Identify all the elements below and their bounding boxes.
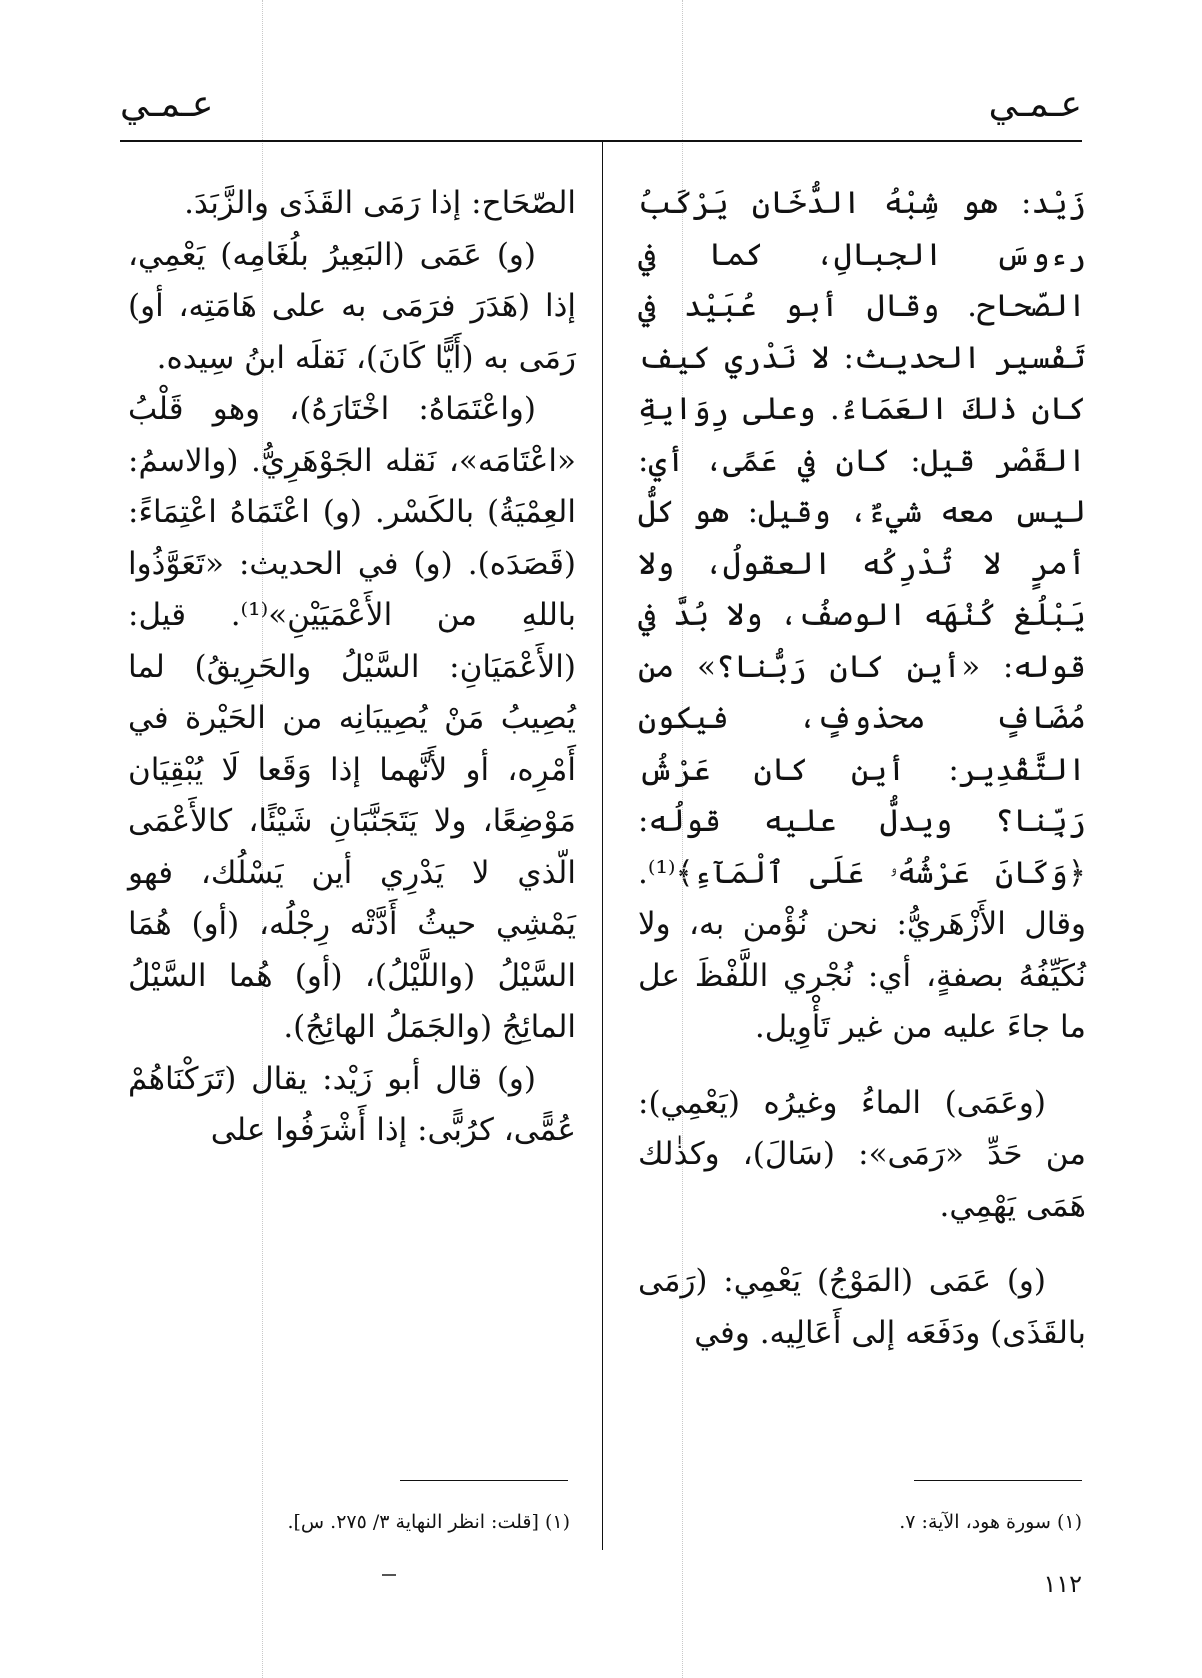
footnote-right: (١) سورة هود، الآية: ٧. <box>899 1511 1082 1533</box>
left-paragraph-4: (و) قال أبو زَيْد: يقال (تَرَكْنَاهُمْ عُمًّى، كرُبًّى: إذا أَشْرَفُوا على <box>128 1060 576 1148</box>
page-number: ١١٢ <box>1043 1570 1082 1598</box>
right-paragraph-3: (و) عَمَى (المَوْجُ) يَعْمِي: (رَمَى بالقَذَى) ودَفَعَه إلى أَعَالِيه. وفي <box>638 1263 1086 1351</box>
footnote-rule-right <box>914 1480 1082 1481</box>
footnote-rule-left <box>400 1480 568 1481</box>
column-divider <box>602 140 603 1550</box>
right-paragraph-1: زَيْد: هو شِبْهُ الدُّخَان يَرْكَبُ رءوسَ الجبالِ، كما في الصّحاح. وقال أبو عُبَيْد في تَفْسير الحديث: لا نَدْري كيف كان ذٰلكَ العَمَاءُ. وعلى رِوَايةِ القَصْر قيل: كان في عَمًى، أي: ليس معه شيءٌ، وقيل: هو كلُّ أمرٍ لا تُدْرِكُه العقولُ، ولا يَبْلُغ كُنْهَه الوصفُ، ولا بُدَّ في قوله: «أين كان رَبُّنا؟» من مُضَافٍ محذوفٍ، فيكون التَّقْدِير: أين كان عَرْشُ رَبِّنا؟ ويدلُّ عليه قولُه: ﴿وَكَانَ عَرْشُهُۥ عَلَى ٱلْمَآءِ﴾⁽¹⁾. وقال الأَزْهَريُّ: نحن نُؤْمن به، ولا نُكَيِّفُهُ بصفةٍ، أي: نُجْري اللَّفْظَ عل ما جاءَ عليه من غير تَأْوِيل. <box>638 185 1086 1045</box>
left-paragraph-1: الصّحَاح: إذا رَمَى القَذَى والزَّبَدَ. <box>184 185 576 221</box>
left-paragraph-2: (و) عَمَى (البَعِيرُ بلُغَامِه) يَعْمِي، إذا (هَدَرَ فرَمَى به على هَامَتِه، أو) رَمَى به (أَيًّا كَانَ)، نَقلَه ابنُ سِيده. <box>128 236 576 376</box>
left-paragraph-3: (واعْتَمَاهُ: اخْتَارَهُ)، وهو قَلْبُ «اعْتَامَه»، نَقله الجَوْهَرِيُّ. (والاسمُ: العِمْيَةُ) بالكَسْر. (و) اعْتَمَاهُ اعْتِمَاءً: (قَصَدَه). (و) في الحديث: «تَعَوَّذُوا باللهِ من الأَعْمَيَيْنِ»⁽¹⁾. قيل: (الأَعْمَيَانِ: السَّيْلُ والحَرِيقُ) لما يُصِيبُ مَنْ يُصِيبَانِه من الحَيْرة في أَمْرِه، أو لأَنَّهما إذا وَقَعا لَا يُبْقِيَان مَوْضِعًا، ولا يَتَجَنَّبَانِ شَيْئًا، كالأَعْمَى الّذي لا يَدْرِي أين يَسْلُك، فهو يَمْشِي حيثُ أَدَّتْه رِجْلُه، (أو) هُمَا السَّيْلُ (واللَّيْلُ)، (أو) هُما السَّيْلُ المائِجُ (والجَمَلُ الهائِجُ). <box>128 391 576 1045</box>
scan-mark <box>382 1574 396 1576</box>
right-paragraph-2: (وعَمَى) الماءُ وغيرُه (يَعْمِي): من حَدِّ «رَمَى»: (سَالَ)، وكذٰلك هَمَى يَهْمِي. <box>638 1084 1086 1224</box>
running-head-left: عـمـي <box>120 84 214 125</box>
right-column <box>638 178 1086 1359</box>
footnote-left: (١) [قلت: انظر النهاية ٣/ ٢٧٥. س]. <box>287 1511 570 1533</box>
header-rule <box>120 140 1082 142</box>
running-head-right: عـمـي <box>988 84 1082 125</box>
left-column <box>128 178 576 1157</box>
